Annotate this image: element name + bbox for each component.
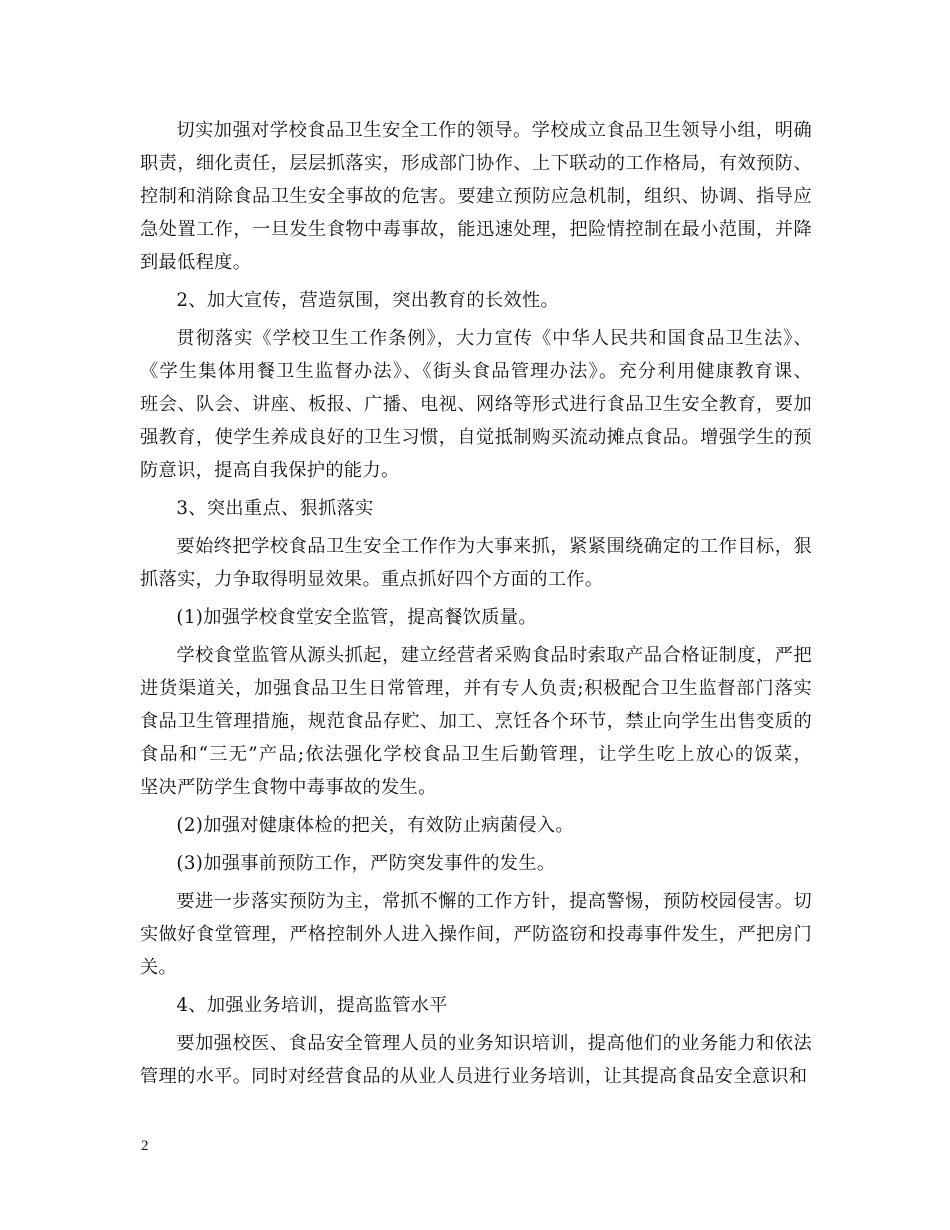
text-line: 管理的水平。同时对经营食品的从业人员进行业务培训，让其提高食品安全意识和	[140, 1066, 808, 1087]
heading-publicity	[140, 284, 812, 317]
text-line: 要进一步落实预防为主，常抓不懈的工作方针，提高警惕，预防校园侵害。切	[176, 891, 812, 912]
text-line: 4、加强业务培训，提高监管水平	[176, 995, 448, 1016]
text-line: 班会、队会、讲座、板报、广播、电视、网络等形式进行食品卫生安全教育，要加	[140, 394, 812, 415]
text-line: 防意识，提高自我保护的能力。	[140, 460, 400, 481]
page-number: 2	[141, 1138, 149, 1154]
item-canteen	[140, 601, 812, 634]
text-line: (2)加强对健康体检的把关，有效防止病菌侵入。	[176, 815, 574, 836]
text-line: 到最低程度。	[140, 252, 252, 273]
text-line: 强教育，使学生养成良好的卫生习惯，自觉抵制购买流动摊点食品。增强学生的预	[140, 427, 812, 448]
paragraph-leadership	[140, 114, 812, 279]
text-line: 坚决严防学生食物中毒事故的发生。	[140, 777, 437, 798]
text-line: 切实加强对学校食品卫生安全工作的领导。学校成立食品卫生领导小组，明确	[176, 120, 812, 141]
text-line: 关。	[140, 957, 178, 978]
text-line: 学校食堂监管从源头抓起，建立经营者采购食品时索取产品合格证制度，严把	[176, 645, 812, 666]
text-line: 食品和“三无”产品;依法强化学校食品卫生后勤管理，让学生吃上放心的饭菜，	[140, 744, 812, 765]
text-line: 食品卫生管理措施，规范食品存贮、加工、烹饪各个环节，禁止向学生出售变质的	[140, 711, 812, 732]
paragraph-canteen	[140, 639, 812, 804]
item-prevention	[140, 847, 812, 880]
paragraph-training	[140, 1027, 812, 1093]
text-line: 进货渠道关，加强食品卫生日常管理，并有专人负责;积极配合卫生监督部门落实	[140, 678, 812, 699]
document-body	[140, 114, 812, 1093]
heading-training	[140, 989, 812, 1022]
text-line: 抓落实，力争取得明显效果。重点抓好四个方面的工作。	[140, 569, 604, 590]
text-line: 要加强校医、食品安全管理人员的业务知识培训，提高他们的业务能力和依法	[176, 1033, 812, 1054]
heading-focus	[140, 492, 812, 525]
paragraph-focus	[140, 530, 812, 596]
text-line: 2、加大宣传，营造氛围，突出教育的长效性。	[176, 290, 560, 311]
text-line: 《学生集体用餐卫生监督办法》、《街头食品管理办法》。充分利用健康教育课、	[140, 361, 812, 382]
paragraph-publicity	[140, 322, 812, 487]
text-line: 控制和消除食品卫生安全事故的危害。要建立预防应急机制，组织、协调、指导应	[140, 186, 812, 207]
item-health-check	[140, 809, 812, 842]
text-line: (3)加强事前预防工作，严防突发事件的发生。	[176, 853, 556, 874]
text-line: 要始终把学校食品卫生安全工作作为大事来抓，紧紧围绕确定的工作目标，狠	[176, 536, 812, 557]
text-line: (1)加强学校食堂安全监管，提高餐饮质量。	[176, 607, 537, 628]
text-line: 贯彻落实《学校卫生工作条例》，大力宣传《中华人民共和国食品卫生法》、	[176, 328, 812, 349]
paragraph-prevention	[140, 885, 812, 984]
text-line: 实做好食堂管理，严格控制外人进入操作间，严防盗窃和投毒事件发生，严把房门	[140, 924, 812, 945]
text-line: 职责，细化责任，层层抓落实，形成部门协作、上下联动的工作格局，有效预防、	[140, 153, 812, 174]
text-line: 急处置工作，一旦发生食物中毒事故，能迅速处理，把险情控制在最小范围，并降	[140, 219, 812, 240]
text-line: 3、突出重点、狠抓落实	[176, 498, 374, 519]
